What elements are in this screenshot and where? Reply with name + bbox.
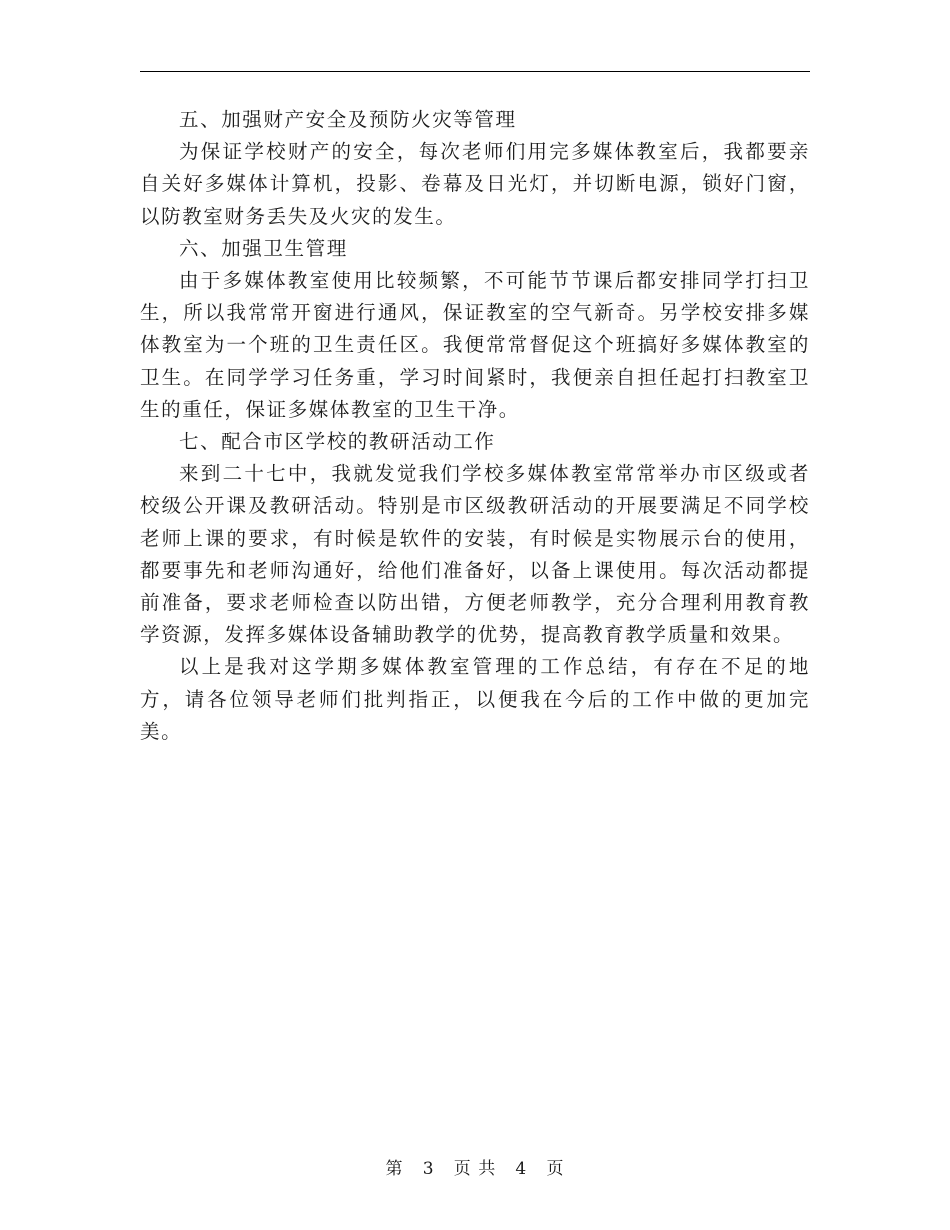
page-footer (0, 1154, 950, 1179)
closing-paragraph: 以上是我对这学期多媒体教室管理的工作总结，有存在不足的地方，请各位领导老师们批判指正，以便我在今后的工作中做的更加完美。 (140, 655, 810, 743)
document-body (140, 104, 810, 748)
current-page-number: 3 (422, 1159, 435, 1179)
footer-suffix: 页 (546, 1159, 565, 1179)
total-pages-number: 4 (515, 1159, 528, 1179)
section-body-7: 来到二十七中，我就发觉我们学校多媒体教室常常举办市区级或者校级公开课及教研活动。特别是市区级教研活动的开展要满足不同学校老师上课的要求，有时候是软件的安装，有时候是实物展示台的使用，都要事先和老师沟通好，给他们准备好，以备上课使用。每次活动都提前准备，要求老师检查以防出错，方便老师教学，充分合理利用教育教学资源，发挥多媒体设备辅助教学的优势，提高教育教学质量和效果。 (140, 462, 810, 647)
section-body-5: 为保证学校财产的安全，每次老师们用完多媒体教室后，我都要亲自关好多媒体计算机，投影、卷幕及日光灯，并切断电源，锁好门窗，以防教室财务丢失及火灾的发生。 (140, 140, 810, 228)
header-rule (140, 71, 810, 72)
section-heading-6: 六、加强卫生管理 (179, 236, 348, 260)
section-heading-7: 七、配合市区学校的教研活动工作 (179, 430, 496, 454)
footer-prefix: 第 (385, 1159, 404, 1179)
footer-mid: 页 共 (453, 1159, 497, 1179)
section-body-6: 由于多媒体教室使用比较频繁，不可能节节课后都安排同学打扫卫生，所以我常常开窗进行通风，保证教室的空气新奇。另学校安排多媒体教室为一个班的卫生责任区。我便常常督促这个班搞好多媒体教室的卫生。在同学学习任务重，学习时间紧时，我便亲自担任起打扫教室卫生的重任，保证多媒体教室的卫生干净。 (140, 269, 810, 421)
section-heading-5: 五、加强财产安全及预防火灾等管理 (179, 108, 517, 131)
